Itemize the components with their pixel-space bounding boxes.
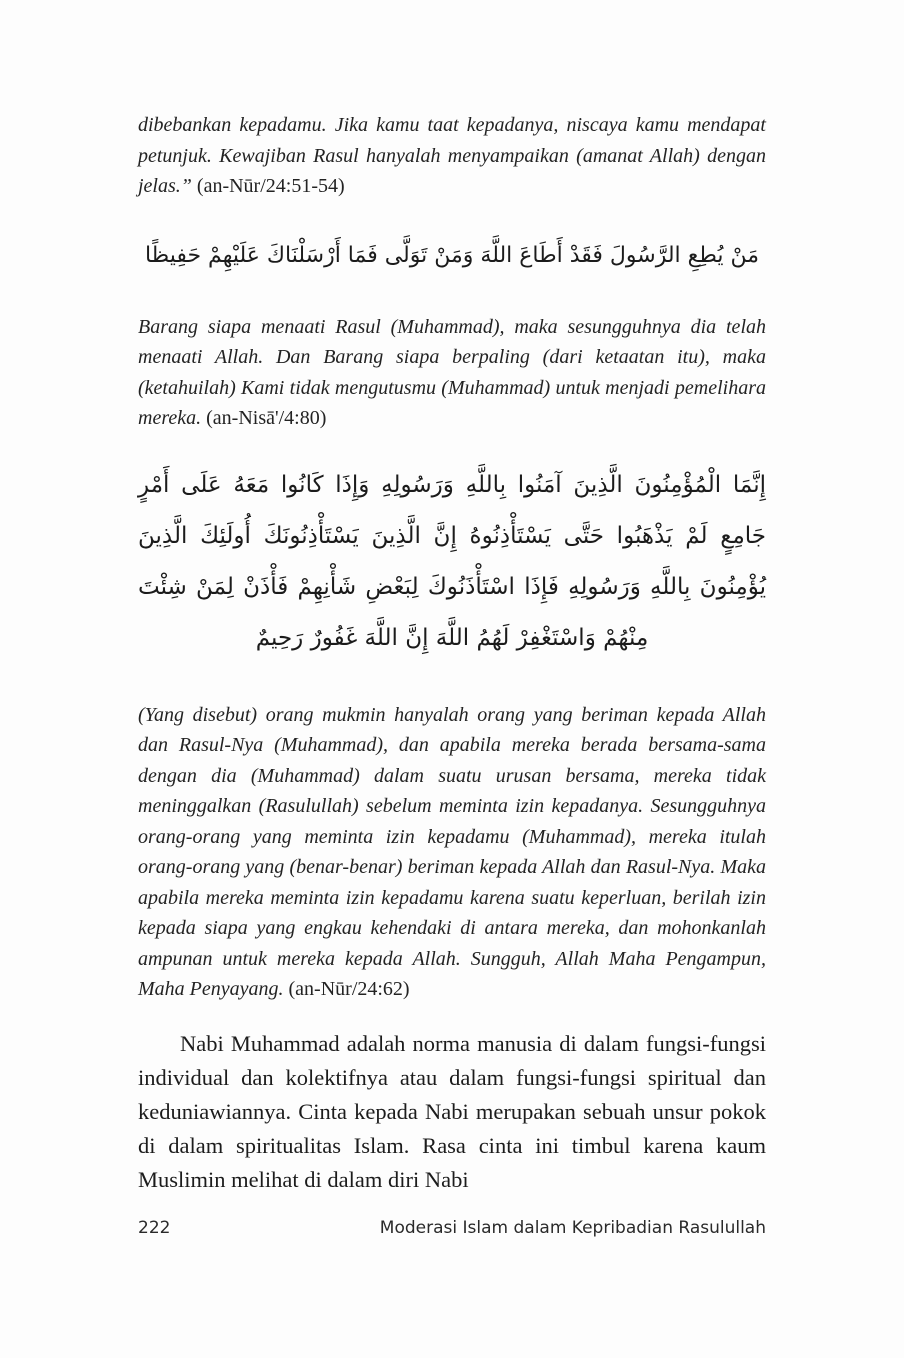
page-number: 222 <box>138 1218 171 1238</box>
quote-translation-3 <box>138 700 766 1005</box>
body-paragraph: Nabi Muhammad adalah norma manusia di dalam fungsi-fungsi individual dan kolektifnya atau dalam fungsi-fungsi spiritual dan keduniawiannya. Cinta kepada Nabi merupakan sebuah unsur pokok di dalam spiritualitas Islam. Rasa cinta ini timbul karena kaum Muslimin melihat di dalam diri Nabi <box>138 1030 766 1192</box>
running-title: Moderasi Islam dalam Kepribadian Rasulullah <box>379 1218 766 1238</box>
quote-3-citation: (an-Nūr/24:62) <box>288 978 410 1000</box>
arabic-verse-an-nisa-4-80: مَنْ يُطِعِ الرَّسُولَ فَقَدْ أَطَاعَ اللَّهَ وَمَنْ تَوَلَّى فَمَا أَرْسَلْنَاكَ عَلَيْهِمْ حَفِيظًا <box>144 242 760 268</box>
quote-1-text: dibebankan kepadamu. Jika kamu taat kepadanya, niscaya kamu mendapat petunjuk. Kewajiban Rasul hanyalah menyampaikan (amanat Allah) dengan jelas.” <box>138 114 766 197</box>
quote-1-citation: (an-Nūr/24:51-54) <box>196 175 345 197</box>
page-content <box>138 110 766 1197</box>
quote-3-text: (Yang disebut) orang mukmin hanyalah orang yang beriman kepada Allah dan Rasul-Nya (Muhammad), dan apabila mereka berada bersama-sama dengan dia (Muhammad) dalam suatu urusan bersama, mereka tidak meninggalkan (Rasulullah) sebelum meminta izin kepadanya. Sesungguhnya orang-orang yang meminta izin kepadamu (Muhammad), mereka itulah orang-orang yang (benar-benar) beriman kepada Allah dan Rasul-Nya. Maka apabila mereka meminta izin kepadamu karena suatu keperluan, berilah izin kepada siapa yang engkau kehendaki di antara mereka, dan mohonkanlah ampunan untuk mereka kepada Allah. Sungguh, Allah Maha Pengampun, Maha Penyayang. <box>138 703 766 1000</box>
page-footer <box>138 1218 766 1238</box>
quote-2-text: Barang siapa menaati Rasul (Muhammad), maka sesungguhnya dia telah menaati Allah. Dan Barang siapa berpaling (dari ketaatan itu), maka (ketahuilah) Kami tidak mengutusmu (Muhammad) untuk menjadi pemelihara mereka. <box>138 315 766 429</box>
quote-2-citation: (an-Nisā'/4:80) <box>206 407 327 429</box>
quote-translation-2 <box>138 312 766 434</box>
arabic-verse-an-nur-24-62: إِنَّمَا الْمُؤْمِنُونَ الَّذِينَ آمَنُوا بِاللَّهِ وَرَسُولِهِ وَإِذَا كَانُوا مَعَهُ عَلَى أَمْرٍ جَامِعٍ لَمْ يَذْهَبُوا حَتَّى يَسْتَأْذِنُوهُ إِنَّ الَّذِينَ يَسْتَأْذِنُونَكَ أُولَئِكَ الَّذِينَ يُؤْمِنُونَ بِاللَّهِ وَرَسُولِهِ فَإِذَا اسْتَأْذَنُوكَ لِبَعْضِ شَأْنِهِمْ فَأْذَنْ لِمَنْ شِئْتَ مِنْهُمْ وَاسْتَغْفِرْ لَهُمُ اللَّهَ إِنَّ اللَّهَ غَفُورٌ رَحِيمٌ <box>138 471 766 651</box>
quote-translation-1 <box>138 110 766 202</box>
